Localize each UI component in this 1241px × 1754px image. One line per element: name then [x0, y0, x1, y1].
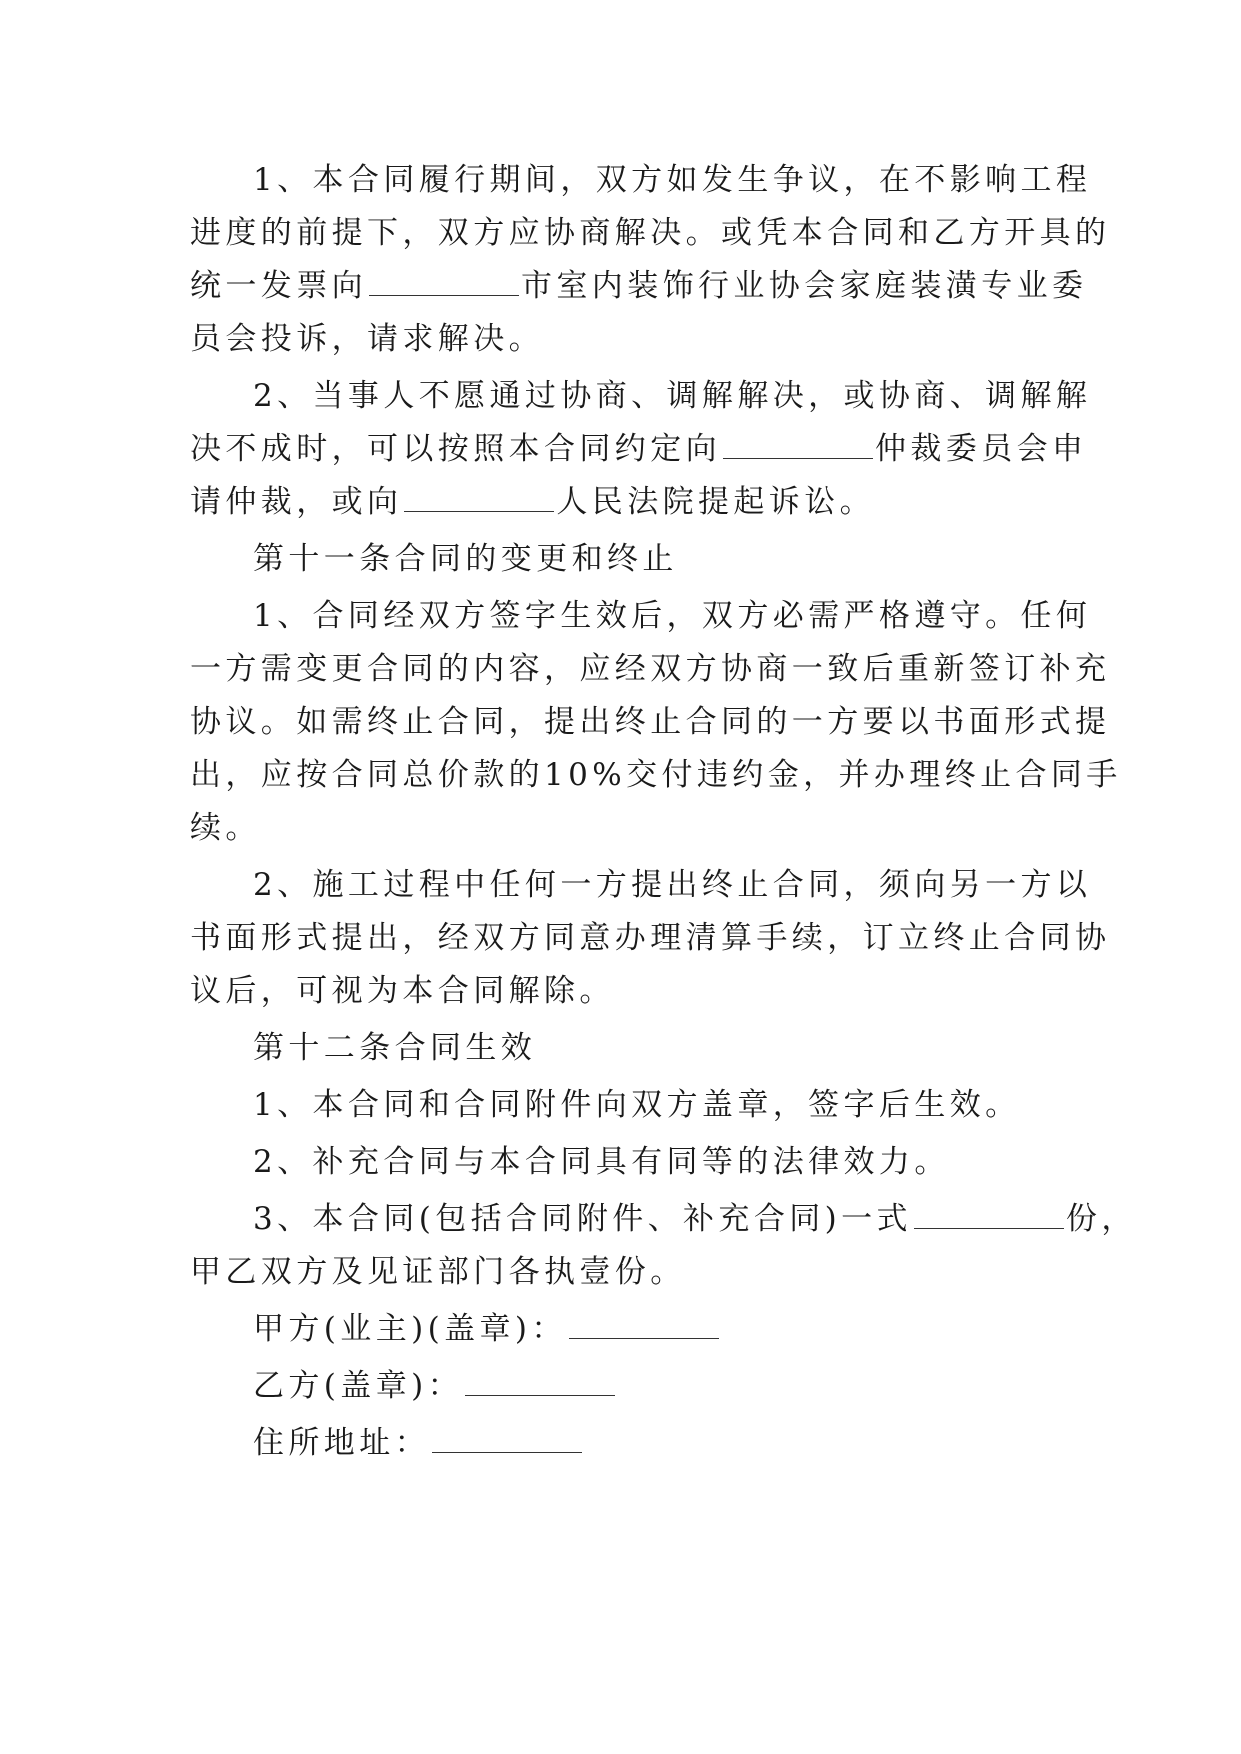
text-span: 仲裁委员会申 — [875, 431, 1088, 467]
text-span: 第十二条合同生效 — [253, 1030, 537, 1066]
text-span: 2、当事人不愿通过协商、调解解决，或协商、调解解 — [253, 378, 1092, 414]
text-span: 人民法院提起诉讼。 — [556, 484, 876, 520]
paragraph-line — [253, 1142, 950, 1182]
signature-blank[interactable] — [569, 1312, 719, 1339]
signature-blank[interactable] — [465, 1369, 615, 1396]
label: 甲方(业主)(盖章)： — [253, 1311, 567, 1347]
paragraph-line — [253, 865, 1091, 905]
text-span: 一方需变更合同的内容，应经双方协商一致后重新签订补充 — [190, 651, 1111, 687]
paragraph-line — [190, 971, 615, 1011]
fill-in-blank[interactable] — [723, 432, 873, 459]
text-span: 统一发票向 — [190, 268, 367, 304]
fill-in-blank[interactable] — [914, 1202, 1064, 1229]
text-span: 协议。如需终止合同，提出终止合同的一方要以书面形式提 — [190, 704, 1111, 740]
text-span: 议后，可视为本合同解除。 — [190, 973, 615, 1009]
text-span: 决不成时，可以按照本合同约定向 — [190, 431, 721, 467]
paragraph-line — [190, 649, 1110, 689]
paragraph-line — [253, 160, 1091, 200]
paragraph-line — [190, 702, 1110, 742]
paragraph-line — [253, 1085, 1021, 1125]
address-line — [253, 1423, 584, 1463]
text-span: 出，应按合同总价款的10%交付违约金，并办理终止合同手 — [190, 757, 1122, 793]
text-span: 2、补充合同与本合同具有同等的法律效力。 — [253, 1144, 950, 1180]
signature-line-party-a — [253, 1309, 721, 1349]
text-span: 第十一条合同的变更和终止 — [253, 541, 678, 577]
text-span: 3、本合同(包括合同附件、补充合同)一式 — [253, 1201, 912, 1237]
text-span: 市室内装饰行业协会家庭装潢专业委 — [521, 268, 1088, 304]
paragraph-line — [253, 376, 1091, 416]
paragraph-line — [190, 429, 1087, 469]
text-span: 甲乙双方及见证部门各执壹份。 — [190, 1254, 686, 1290]
text-span: 份， — [1065, 1201, 1137, 1237]
paragraph-line — [190, 266, 1087, 306]
address-blank[interactable] — [432, 1426, 582, 1453]
text-span: 请仲裁，或向 — [190, 484, 403, 520]
paragraph-line — [190, 755, 1122, 795]
paragraph-line — [190, 213, 1110, 253]
paragraph-line — [190, 918, 1110, 958]
section-heading — [253, 539, 678, 579]
fill-in-blank[interactable] — [404, 485, 554, 512]
fill-in-blank[interactable] — [369, 269, 519, 296]
text-span: 员会投诉，请求解决。 — [190, 321, 544, 357]
paragraph-line — [190, 1252, 686, 1292]
text-span: 书面形式提出，经双方同意办理清算手续，订立终止合同协 — [190, 920, 1111, 956]
text-span: 1、合同经双方签字生效后，双方必需严格遵守。任何 — [253, 598, 1092, 634]
paragraph-line — [190, 482, 875, 522]
section-heading — [253, 1028, 536, 1068]
signature-line-party-b — [253, 1366, 617, 1406]
paragraph-line — [190, 319, 544, 359]
text-span: 续。 — [190, 810, 261, 846]
text-span: 1、本合同履行期间，双方如发生争议，在不影响工程 — [253, 162, 1092, 198]
paragraph-line — [253, 596, 1091, 636]
label: 住所地址： — [253, 1425, 430, 1461]
paragraph-line — [253, 1199, 1137, 1239]
text-span: 进度的前提下，双方应协商解决。或凭本合同和乙方开具的 — [190, 215, 1111, 251]
text-span: 1、本合同和合同附件向双方盖章，签字后生效。 — [253, 1087, 1021, 1123]
text-span: 2、施工过程中任何一方提出终止合同，须向另一方以 — [253, 867, 1092, 903]
paragraph-line — [190, 808, 261, 848]
label: 乙方(盖章)： — [253, 1368, 463, 1404]
